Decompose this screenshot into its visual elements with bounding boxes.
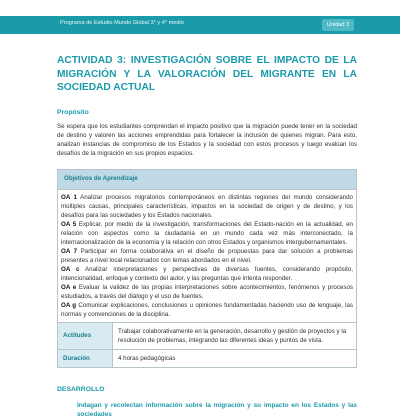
header-band [0, 16, 400, 34]
objectives-header-row [58, 169, 357, 189]
attitudes-row [58, 322, 357, 349]
document-body [57, 54, 357, 420]
page-header [0, 0, 400, 44]
objective-item: OA g Comunicar explicaciones, conclusiones u opiniones fundamentadas haciendo uso de lenguaje, las normas y convenciones de la disciplina. [61, 301, 353, 318]
unit-badge: Unidad 3 [322, 19, 354, 31]
development-heading: DESARROLLO [57, 385, 105, 393]
purpose-text: Se espera que los estudiantes comprendan el impacto positivo que la migración puede tener en la sociedad de destino y valoren las acciones emprendidas para fortalecer la inclusión de quienes migran. Para esto, analizan instancias de compromiso de los Estados y la sociedad con estos procesos y luego evalúan los desafíos de la migración en sus propios espacios. [57, 122, 357, 158]
duration-label: Duración [58, 349, 113, 367]
objectives-row [58, 189, 357, 322]
objectives-list [58, 189, 357, 322]
attitudes-text: Trabajar colaborativamente en la generación, desarrollo y gestión de proyectos y la resolución de problemas, integrando las diferentes ideas y puntos de vista. [113, 322, 357, 349]
objectives-heading: Objetivos de Aprendizaje [58, 169, 357, 189]
purpose-heading: Propósito [57, 108, 89, 116]
development-subheading: Indagan y recolectan información sobre la migración y su impacto en los Estados y las sociedades [77, 401, 357, 419]
objectives-table [57, 169, 357, 368]
duration-row [58, 349, 357, 367]
objective-item: OA 5 Explicar, por medio de la investigación, transformaciones del Estado-nación en la actualidad, en relación con aspectos como la ciudadanía en un mundo cada vez más interconectado, la internacionalización de la economía y la relación con otros Estados y organismos intergubernamentales. [61, 220, 354, 246]
objective-item: OA e Evaluar la validez de las propias interpretaciones sobre acontecimientos, fenómenos y procesos estudiados, a través del diálogo y el uso de fuentes. [61, 283, 353, 300]
objective-item: OA c Analizar interpretaciones y perspectivas de diversas fuentes, considerando propósito, intencionalidad, enfoque y contexto del autor, y las preguntas que intenta responder. [61, 265, 353, 282]
objective-item: OA 1 Analizar procesos migratorios contemporáneos en distintas regiones del mundo considerando múltiples causas, principales características, impactos en la sociedad de origen y de destino, y los desafíos para las sociedades y los Estados nacionales. [61, 193, 353, 219]
program-title: Programa de Estudio Mundo Global 3° y 4° medio [60, 20, 184, 26]
activity-title: ACTIVIDAD 3: INVESTIGACIÓN SOBRE EL IMPACTO DE LA MIGRACIÓN Y LA VALORACIÓN DEL MIGRANTE EN LA SOCIEDAD ACTUAL [57, 55, 357, 93]
duration-text: 4 horas pedagógicas [113, 349, 357, 367]
objective-item: OA 7 Participar en forma colaborativa en el diseño de propuestas para dar solución a problemas presentes a nivel local relacionados con temas abordados en el nivel. [61, 247, 353, 264]
attitudes-label: Actitudes [58, 322, 113, 349]
